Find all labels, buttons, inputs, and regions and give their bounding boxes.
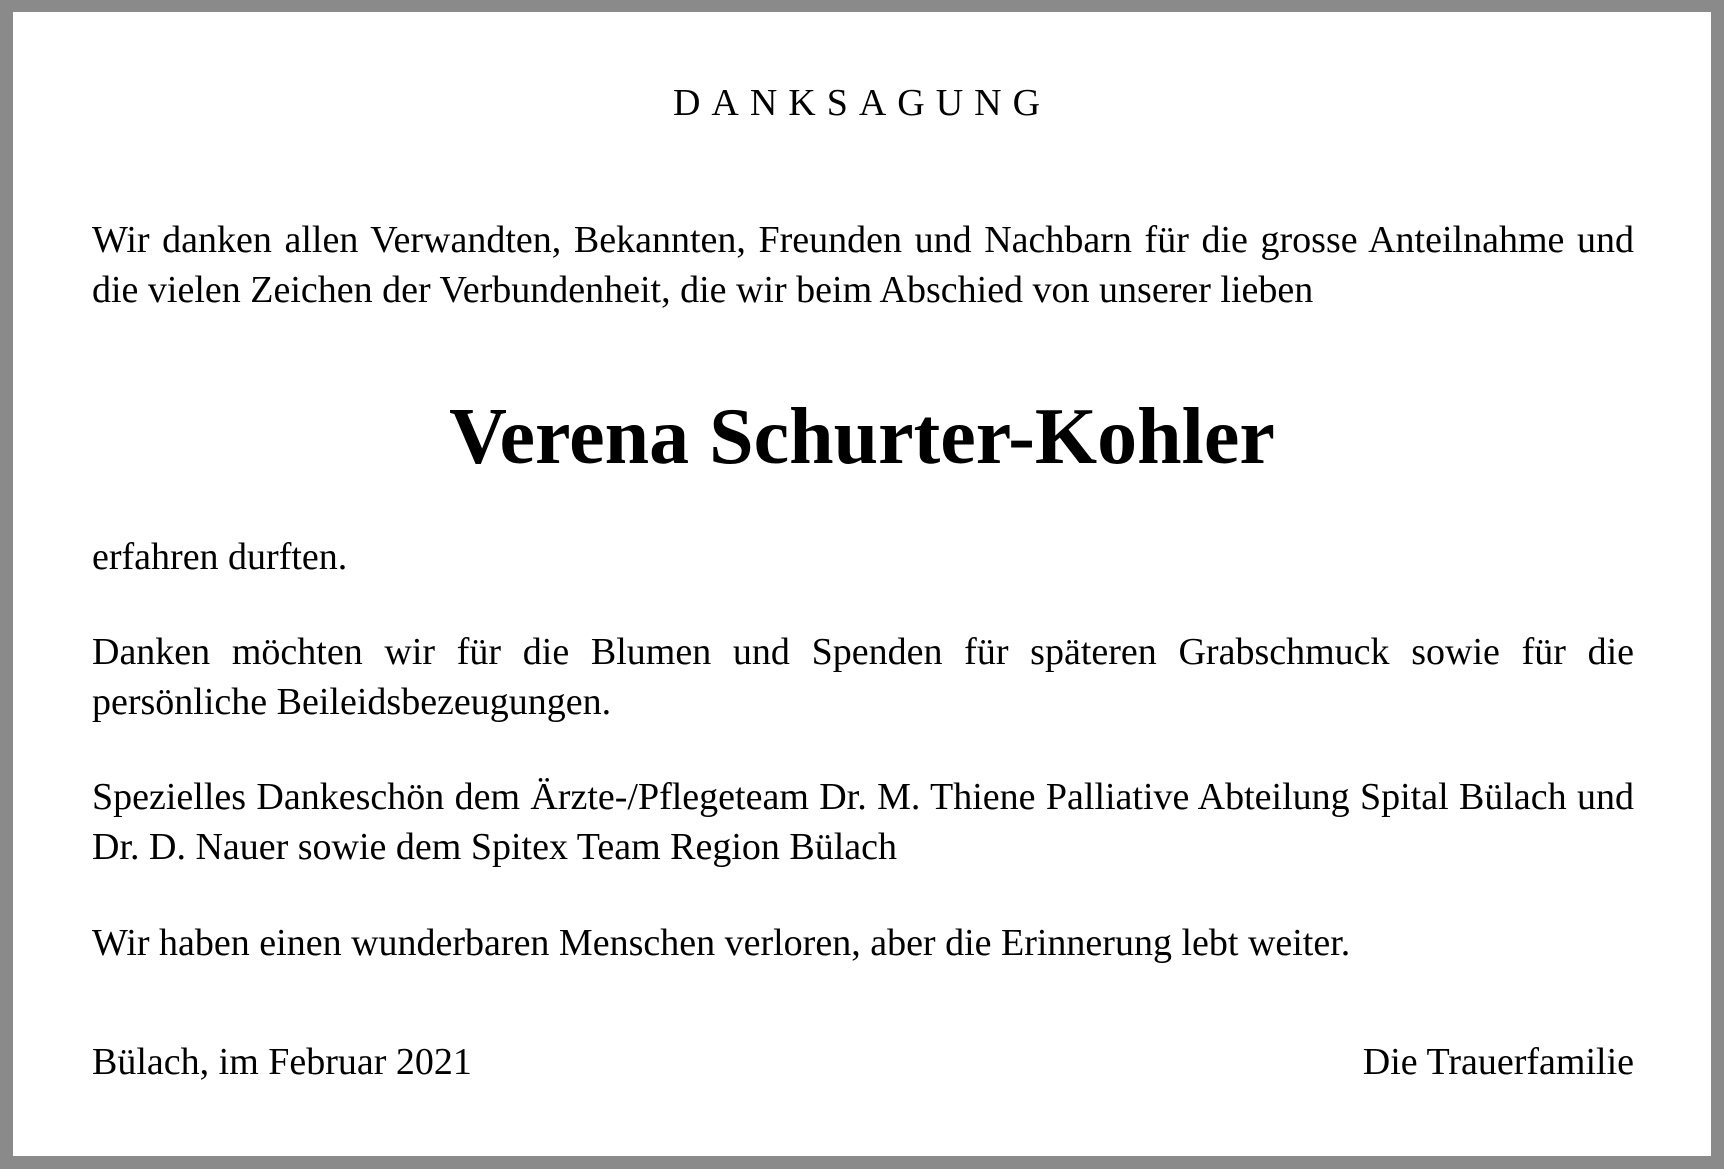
notice-footer (92, 1037, 1634, 1087)
flowers-paragraph: Danken möchten wir für die Blumen und Spenden für späteren Grabschmuck sowie für die persönliche Beileidsbezeugungen. (92, 631, 1634, 723)
intro-paragraph: Wir danken allen Verwandten, Bekannten, Freunden und Nachbarn für die grosse Anteilnahme und die vielen Zeichen der Verbundenheit, die wir beim Abschied von unserer lieben (92, 219, 1634, 311)
special-thanks-paragraph: Spezielles Dankeschön dem Ärzte-/Pflegeteam Dr. M. Thiene Palliative Abteilung Spital Bülach und Dr. D. Nauer sowie dem Spitex Team Region Bülach (92, 776, 1634, 868)
notice-heading: DANKSAGUNG (672, 82, 1052, 124)
notice-sheet (13, 12, 1711, 1156)
signature: Die Trauerfamilie (1362, 1041, 1634, 1083)
after-name-text: erfahren durften. (92, 536, 348, 578)
place-date: Bülach, im Februar 2021 (92, 1041, 472, 1083)
deceased-name: Verena Schurter-Kohler (449, 393, 1275, 481)
closing-paragraph: Wir haben einen wunderbaren Menschen verloren, aber die Erinnerung lebt weiter. (92, 922, 1351, 964)
